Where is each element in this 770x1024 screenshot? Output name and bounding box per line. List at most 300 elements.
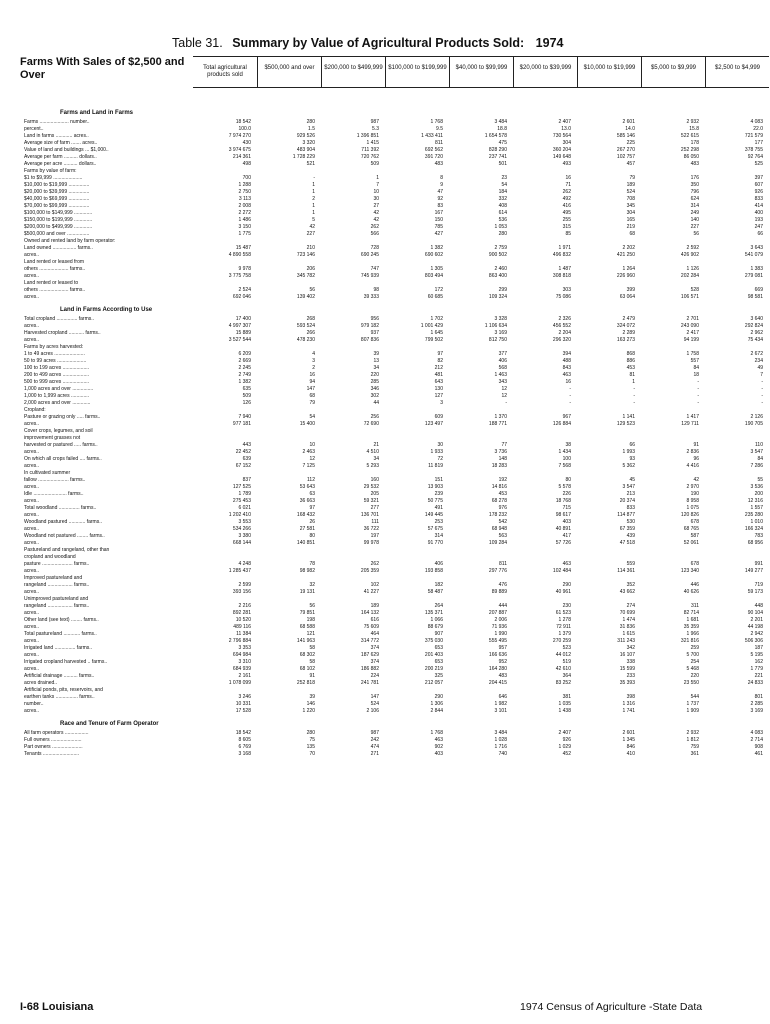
table-cell: 243 090: [680, 323, 699, 329]
table-cell: 262: [370, 561, 379, 567]
table-cell: -: [697, 400, 699, 406]
table-cell: 92 764: [747, 154, 763, 160]
table-cell: 45: [629, 477, 635, 483]
table-cell: 189: [370, 603, 379, 609]
table-cell: 3 320: [302, 140, 315, 146]
table-cell: 86 050: [683, 154, 699, 160]
table-cell: 900 502: [488, 252, 507, 258]
table-cell: 10 520: [235, 617, 251, 623]
table-cell: 187 629: [360, 652, 379, 658]
table-cell: 1 415: [366, 140, 379, 146]
table-cell: 1 557: [750, 505, 763, 511]
table-cell: 12: [501, 386, 507, 392]
row-label: Average per acre .......... dollars..: [24, 161, 97, 167]
table-cell: 11 819: [428, 463, 443, 469]
table-cell: 126 884: [552, 421, 571, 427]
table-cell: 2 407: [558, 730, 571, 736]
table-cell: 684 939: [232, 666, 251, 672]
row-label: acres..: [24, 708, 40, 714]
table-cell: 3 113: [238, 196, 251, 202]
section-title: Land in Farms According to Use: [60, 307, 153, 313]
column-header: $5,000 to $9,999: [641, 57, 705, 87]
table-cell: 342: [626, 645, 635, 651]
table-cell: 522 615: [680, 133, 699, 139]
table-cell: 799 502: [424, 337, 443, 343]
table-cell: 1 029: [558, 744, 571, 750]
table-cell: 488: [562, 358, 571, 364]
table-cell: 262: [562, 189, 571, 195]
table-cell: 406: [498, 358, 507, 364]
table-cell: 190 705: [744, 421, 763, 427]
table-cell: 23: [501, 175, 507, 181]
row-label: Artificial ponds, pits, reservoirs, and: [24, 687, 103, 693]
table-cell: 10: [309, 442, 315, 448]
table-cell: 2 962: [750, 330, 763, 336]
table-cell: 2 714: [750, 737, 763, 743]
table-cell: 1 035: [558, 701, 571, 707]
row-label: $70,000 to $99,999 ...............: [24, 203, 90, 209]
table-cell: 730 564: [552, 133, 571, 139]
table-cell: 192: [498, 477, 507, 483]
table-cell: 833: [754, 196, 763, 202]
table-cell: 71 936: [491, 624, 507, 630]
table-cell: 149 277: [744, 568, 763, 574]
table-cell: 1: [312, 203, 315, 209]
table-cell: -: [633, 400, 635, 406]
table-cell: 15 487: [235, 245, 251, 251]
row-label: acres..: [24, 638, 40, 644]
row-label: acres..: [24, 666, 40, 672]
table-cell: 1 141: [622, 414, 635, 420]
column-header: $500,000 and over: [257, 57, 321, 87]
row-label: Total pastureland ............ farms..: [24, 631, 97, 637]
table-cell: 987: [370, 119, 379, 125]
table-cell: 27 581: [299, 526, 315, 532]
row-label: Part owners ......................: [24, 744, 83, 750]
table-cell: 123 340: [680, 568, 699, 574]
table-cell: 892 281: [232, 610, 251, 616]
row-label: Cropland:: [24, 407, 46, 413]
table-cell: 109 284: [488, 540, 507, 546]
table-cell: -: [633, 393, 635, 399]
table-cell: 541 079: [744, 252, 763, 258]
row-label: Farms ..................... number..: [24, 119, 90, 125]
table-cell: 296 320: [552, 337, 571, 343]
table-cell: 528: [690, 287, 699, 293]
table-cell: 1 345: [622, 737, 635, 743]
table-cell: 8 605: [238, 737, 251, 743]
table-cell: 1 645: [430, 330, 443, 336]
table-cell: 110: [755, 442, 763, 448]
table-cell: 523: [562, 645, 571, 651]
table-cell: 2 161: [238, 673, 251, 679]
table-cell: 42: [373, 217, 379, 223]
table-cell: 2 463: [302, 449, 315, 455]
table-cell: 127 525: [232, 484, 251, 490]
table-cell: 11 384: [236, 631, 251, 637]
table-cell: 3 643: [750, 245, 763, 251]
table-cell: 524: [626, 189, 635, 195]
table-cell: 1 075: [686, 505, 699, 511]
table-cell: 607: [754, 182, 763, 188]
table-cell: 6 209: [238, 351, 251, 357]
table-cell: 55: [757, 477, 763, 483]
table-cell: 193 858: [424, 568, 443, 574]
table-cell: 72: [437, 456, 443, 462]
table-cell: 146: [306, 701, 315, 707]
table-cell: 2 272: [238, 210, 251, 216]
row-label: In cultivated summer: [24, 470, 71, 476]
table-cell: 403: [434, 751, 443, 757]
table-cell: 7: [376, 182, 379, 188]
table-cell: 1 010: [750, 519, 763, 525]
row-label: Farms by value of farm:: [24, 168, 77, 174]
table-cell: 88 679: [427, 624, 443, 630]
table-cell: 408: [498, 203, 507, 209]
table-cell: 58: [309, 659, 315, 665]
table-cell: -: [761, 400, 763, 406]
table-cell: 525: [754, 161, 763, 167]
table-cell: 1 434: [558, 449, 571, 455]
table-cell: -: [697, 379, 699, 385]
table-cell: 66: [757, 231, 763, 237]
table-cell: 58: [309, 645, 315, 651]
table-cell: 812 750: [488, 337, 507, 343]
table-cell: 16: [565, 175, 571, 181]
table-cell: 234: [754, 358, 763, 364]
table-cell: 690 245: [360, 252, 379, 258]
table-cell: 807 836: [360, 337, 379, 343]
column-header: $200,000 to $499,999: [321, 57, 385, 87]
table-cell: 302: [370, 393, 379, 399]
table-cell: 90 104: [747, 610, 763, 616]
table-cell: 233: [626, 673, 635, 679]
table-cell: 304: [562, 140, 571, 146]
table-cell: 616: [370, 617, 379, 623]
table-cell: 26: [309, 519, 315, 525]
row-label: fallow ...................... farms..: [24, 477, 86, 483]
table-cell: 315: [562, 224, 571, 230]
table-cell: 536: [498, 217, 507, 223]
table-cell: 84: [693, 365, 699, 371]
table-cell: 164 132: [360, 610, 379, 616]
table-cell: 2 006: [494, 617, 507, 623]
row-label: $40,000 to $69,999 ...............: [24, 196, 90, 202]
column-header: $10,000 to $19,999: [577, 57, 641, 87]
table-cell: 427: [434, 231, 443, 237]
table-cell: 9.5: [436, 126, 443, 132]
table-cell: 378 755: [744, 147, 763, 153]
row-label: Land owned ................. farms..: [24, 245, 93, 251]
row-label: Irrigated land ............... farms..: [24, 645, 93, 651]
table-cell: 692 046: [232, 294, 251, 300]
table-cell: 481: [434, 372, 443, 378]
table-cell: 609: [434, 414, 443, 420]
row-label: $200,000 to $499,999 .............: [24, 224, 93, 230]
table-cell: 728: [370, 245, 379, 251]
table-cell: 52 061: [683, 540, 699, 546]
table-cell: 21: [373, 442, 379, 448]
table-cell: 443: [242, 442, 251, 448]
table-cell: 708: [626, 196, 635, 202]
table-cell: 796: [690, 189, 699, 195]
table-cell: 639: [242, 456, 251, 462]
table-cell: 16: [309, 372, 315, 378]
table-cell: 100: [562, 456, 571, 462]
table-cell: 163 273: [616, 337, 635, 343]
table-cell: 239: [434, 491, 443, 497]
table-cell: 70 699: [619, 610, 635, 616]
table-cell: 719: [754, 582, 763, 588]
table-cell: 182: [434, 582, 443, 588]
table-cell: 148: [498, 456, 507, 462]
table-cell: 403: [562, 519, 571, 525]
table-cell: 1 990: [494, 631, 507, 637]
table-cell: 474: [370, 744, 379, 750]
table-cell: 2 201: [750, 617, 763, 623]
table-cell: 417: [562, 533, 571, 539]
table-cell: 747: [370, 266, 379, 272]
table-cell: 5 578: [558, 484, 571, 490]
table-cell: 290: [562, 582, 571, 588]
table-cell: 324 072: [616, 323, 635, 329]
table-cell: 252 818: [296, 680, 315, 686]
row-label: Pastureland and rangeland, other than: [24, 547, 110, 553]
table-cell: 2 245: [238, 365, 251, 371]
table-cell: 9 978: [238, 266, 251, 272]
table-cell: 200 219: [424, 666, 443, 672]
row-label: acres..: [24, 463, 40, 469]
table-cell: 5 362: [622, 463, 635, 469]
row-label: Land rented or leased to: [24, 280, 79, 286]
table-cell: 67 152: [235, 463, 251, 469]
table-cell: 18 768: [555, 498, 571, 504]
table-cell: 184: [498, 189, 507, 195]
table-cell: 2 932: [686, 119, 699, 125]
table-cell: 38: [565, 442, 571, 448]
table-cell: 57 726: [555, 540, 571, 546]
table-cell: 345: [626, 203, 635, 209]
table-cell: 483: [690, 161, 699, 167]
table-cell: 314: [434, 533, 443, 539]
table-cell: 135 371: [424, 610, 443, 616]
table-cell: 68 302: [299, 652, 315, 658]
table-cell: 98 581: [747, 294, 763, 300]
table-cell: 42: [373, 210, 379, 216]
row-label: acres..: [24, 540, 40, 546]
table-cell: 32: [309, 582, 315, 588]
table-cell: 275 453: [232, 498, 251, 504]
table-cell: 957: [498, 645, 507, 651]
row-label: Total woodland ............... farms..: [24, 505, 97, 511]
table-cell: 224: [370, 673, 379, 679]
table-cell: 20 374: [619, 498, 635, 504]
table-cell: 2 417: [686, 330, 699, 336]
table-cell: 501: [498, 161, 507, 167]
table-cell: 2 216: [238, 603, 251, 609]
table-cell: 99 978: [363, 540, 379, 546]
table-cell: 176: [690, 175, 699, 181]
table-cell: 843: [562, 365, 571, 371]
table-cell: 66: [629, 442, 635, 448]
table-cell: 72 690: [363, 421, 379, 427]
table-cell: 42: [309, 224, 315, 230]
table-cell: 8: [440, 175, 443, 181]
table-cell: 83 252: [555, 680, 571, 686]
page-title: [172, 36, 752, 50]
row-label: Irrigated cropland harvested .. farms..: [24, 659, 108, 665]
table-cell: 740: [498, 751, 507, 757]
table-cell: 3 150: [238, 224, 251, 230]
row-label: 200 to 499 acres ...................: [24, 372, 90, 378]
table-cell: 1 382: [430, 245, 443, 251]
table-cell: 908: [754, 744, 763, 750]
table-cell: 29 532: [363, 484, 379, 490]
table-cell: 140 851: [296, 540, 315, 546]
table-cell: 3 527 544: [228, 337, 251, 343]
table-cell: 79: [629, 175, 635, 181]
row-label: 500 to 999 acres ...................: [24, 379, 90, 385]
table-cell: 220: [690, 673, 699, 679]
table-cell: 190: [690, 491, 699, 497]
table-cell: 68: [629, 231, 635, 237]
table-cell: 811: [499, 561, 507, 567]
table-cell: 3 246: [238, 694, 251, 700]
table-cell: 252 298: [680, 147, 699, 153]
table-cell: 56: [309, 603, 315, 609]
table-cell: 846: [626, 744, 635, 750]
table-cell: 374: [370, 645, 379, 651]
table-cell: 2 202: [622, 245, 635, 251]
table-cell: 1 433 411: [421, 133, 443, 139]
table-cell: 7 568: [558, 463, 571, 469]
table-cell: 967: [562, 414, 571, 420]
table-cell: 1 001 429: [420, 323, 443, 329]
table-cell: 221: [754, 673, 763, 679]
table-cell: 956: [370, 316, 379, 322]
table-cell: 444: [498, 603, 507, 609]
table-cell: 1 278: [558, 617, 571, 623]
table-cell: 587: [690, 533, 699, 539]
table-cell: 1 396 851: [356, 133, 379, 139]
column-header: Total agricultural products sold: [203, 65, 247, 78]
table-cell: 1 382: [238, 379, 251, 385]
row-label: improvement grasses not: [24, 435, 81, 441]
table-cell: 2 759: [494, 245, 507, 251]
table-cell: 4 083: [750, 730, 763, 736]
table-cell: 85: [565, 231, 571, 237]
row-label: $1 to $9,999 .....................: [24, 175, 83, 181]
table-cell: 2 592: [686, 245, 699, 251]
table-cell: 187: [754, 645, 763, 651]
table-cell: 123 497: [424, 421, 443, 427]
table-cell: 1: [376, 175, 379, 181]
row-label: 2,000 acres and over .............: [24, 400, 91, 406]
section-title: Race and Tenure of Farm Operator: [60, 721, 159, 727]
table-cell: 668 144: [232, 540, 251, 546]
table-cell: 292 824: [744, 323, 763, 329]
table-cell: 811: [435, 140, 443, 146]
table-cell: 47 518: [619, 540, 635, 546]
table-cell: 270 259: [552, 638, 571, 644]
table-cell: -: [697, 393, 699, 399]
table-cell: 352: [626, 582, 635, 588]
table-cell: 534 266: [232, 526, 251, 532]
table-cell: 274: [626, 603, 635, 609]
table-cell: 5 468: [686, 666, 699, 672]
table-cell: 453: [498, 491, 507, 497]
table-cell: 4 248: [238, 561, 251, 567]
table-cell: 1 681: [686, 617, 699, 623]
table-cell: 67 359: [619, 526, 635, 532]
table-cell: 886: [626, 358, 635, 364]
table-cell: 92: [437, 196, 443, 202]
table-cell: 715: [562, 505, 571, 511]
table-cell: 456 552: [552, 323, 571, 329]
table-cell: 4 083: [750, 119, 763, 125]
table-cell: 256: [370, 414, 379, 420]
footer-source: 1974 Census of Agriculture -State Data: [520, 1001, 703, 1013]
table-cell: 463: [562, 372, 571, 378]
table-cell: 311 243: [617, 638, 635, 644]
table-cell: 149 648: [552, 154, 571, 160]
table-cell: 1 716: [494, 744, 507, 750]
table-cell: 68 278: [491, 498, 507, 504]
table-cell: 483: [498, 673, 507, 679]
table-cell: 3 169: [494, 330, 507, 336]
table-cell: 5.3: [372, 126, 379, 132]
table-cell: 492: [562, 196, 571, 202]
table-cell: 1 933: [430, 449, 443, 455]
table-cell: 509: [370, 161, 379, 167]
row-label: acres..: [24, 323, 40, 329]
table-cell: 201 403: [424, 652, 443, 658]
table-cell: 2 932: [686, 730, 699, 736]
table-cell: 1 779: [750, 666, 763, 672]
table-cell: 226: [562, 491, 571, 497]
table-cell: 10: [373, 189, 379, 195]
report-subtitle: Farms With Sales of $2,500 and Over: [20, 56, 185, 81]
table-cell: 635: [242, 386, 251, 392]
table-cell: 75 434: [747, 337, 763, 343]
table-cell: 585 146: [616, 133, 635, 139]
table-cell: 3 168: [238, 751, 251, 757]
row-label: acres..: [24, 526, 40, 532]
table-cell: 2 750: [238, 189, 251, 195]
table-cell: 3 974 675: [228, 147, 251, 153]
table-cell: 18: [693, 372, 699, 378]
table-cell: 394: [562, 351, 571, 357]
table-cell: 80: [309, 533, 315, 539]
table-cell: 15.8: [689, 126, 699, 132]
table-cell: 68 948: [491, 526, 507, 532]
row-label: number..: [24, 701, 44, 707]
table-cell: 12: [309, 456, 315, 462]
table-cell: 27: [373, 203, 379, 209]
table-cell: 1 288: [238, 182, 251, 188]
table-cell: 3 553: [238, 519, 251, 525]
table-cell: 112: [307, 477, 315, 483]
table-cell: 555 495: [488, 638, 507, 644]
table-cell: 345 782: [296, 273, 315, 279]
table-cell: 40 626: [683, 589, 699, 595]
table-cell: 193: [754, 217, 763, 223]
table-cell: 89 889: [491, 589, 507, 595]
table-cell: 279 081: [744, 273, 763, 279]
row-label: acres..: [24, 498, 40, 504]
table-cell: 139 402: [296, 294, 315, 300]
table-cell: 75 086: [555, 294, 571, 300]
